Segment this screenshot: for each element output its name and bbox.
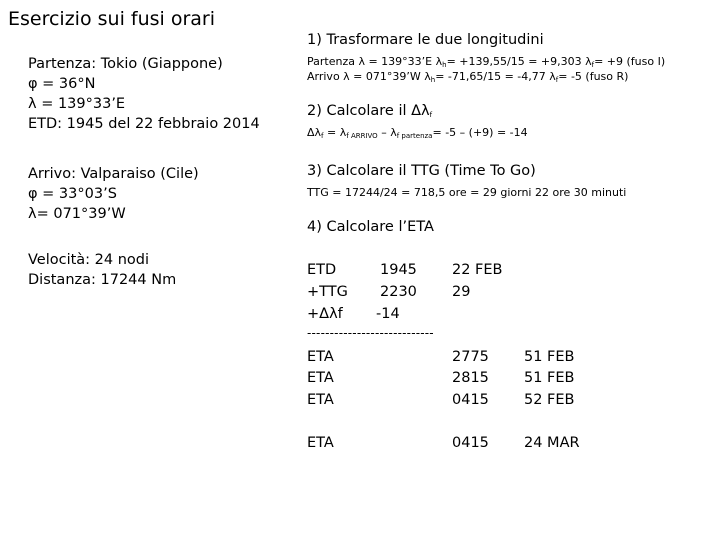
departure-longitude: λ = 139°33’E	[28, 96, 126, 112]
text: Partenza λ = 139°33’E λ	[307, 55, 443, 68]
subscript: f partenza	[396, 132, 433, 140]
text: = +9 (fuso I)	[594, 55, 666, 68]
departure-place: Partenza: Tokio (Giappone)	[28, 56, 223, 72]
step3-formula: TTG = 17244/24 = 718,5 ore = 29 giorni 22 ore 30 minuti	[307, 186, 627, 199]
subscript: f	[429, 111, 433, 119]
text: 2) Calcolare il Δλ	[307, 103, 430, 119]
step1-line-departure	[307, 55, 665, 69]
text: = -71,65/15 = -4,77 λ	[435, 70, 556, 83]
departure-etd: ETD: 1945 del 22 febbraio 2014	[28, 116, 260, 132]
step4-heading: 4) Calcolare l’ETA	[307, 219, 434, 235]
table-cell: 51 FEB	[524, 349, 575, 365]
table-cell: 2815	[452, 370, 489, 386]
table-row	[307, 262, 336, 278]
step3-heading: 3) Calcolare il TTG (Time To Go)	[307, 163, 536, 179]
table-row: +TTG	[307, 284, 348, 300]
arrival-block	[28, 164, 199, 224]
step1-heading: 1) Trasformare le due longitudini	[307, 32, 544, 48]
subscript: f	[555, 76, 559, 84]
table-cell: 22 FEB	[452, 262, 503, 278]
subscript: f	[321, 132, 324, 140]
subscript: h	[430, 76, 436, 84]
arrival-longitude: λ= 071°39’W	[28, 206, 126, 222]
table-cell: 51 FEB	[524, 370, 575, 386]
table-cell: 0415	[452, 392, 489, 408]
text: Δλ	[307, 126, 322, 139]
table-cell: 2230	[380, 284, 417, 300]
text: = +139,55/15 = +9,303 λ	[446, 55, 592, 68]
step2-formula	[307, 126, 528, 140]
text: Arrivo λ = 071°39’W λ	[307, 70, 431, 83]
label: ETD	[307, 262, 337, 278]
departure-latitude: φ = 36°N	[28, 76, 96, 92]
step2-heading	[307, 103, 432, 119]
table-cell: 24 MAR	[524, 435, 580, 451]
subscript: f	[591, 61, 595, 69]
table-cell: 52 FEB	[524, 392, 575, 408]
table-row: +Δλf	[307, 306, 343, 322]
departure-block	[28, 54, 260, 134]
distance-text: Distanza: 17244 Nm	[28, 272, 177, 288]
subscript: f ARRIVO	[346, 132, 378, 140]
text: = -5 – (+9) = -14	[432, 126, 528, 139]
table-cell: -14	[376, 306, 400, 322]
table-row: ETA	[307, 349, 334, 365]
text: – λ	[377, 126, 397, 139]
page-title: Esercizio sui fusi orari	[8, 8, 216, 30]
table-row: ETA	[307, 435, 334, 451]
subscript: h	[442, 61, 447, 69]
table-row: ETA	[307, 392, 334, 408]
step1-line-arrival	[307, 70, 628, 84]
table-cell: 0415	[452, 435, 489, 451]
voyage-block	[28, 250, 176, 290]
arrival-latitude: φ = 33°03’S	[28, 186, 117, 202]
table-row: ETA	[307, 370, 334, 386]
speed-text: Velocità: 24 nodi	[28, 252, 150, 268]
table-cell: 29	[452, 284, 471, 300]
table-cell: 2775	[452, 349, 489, 365]
table-cell: 1945	[380, 262, 417, 278]
table-separator: ----------------------------	[307, 326, 434, 340]
text: = -5 (fuso R)	[558, 70, 629, 83]
arrival-place: Arrivo: Valparaiso (Cile)	[28, 166, 199, 182]
text: = λ	[323, 126, 347, 139]
